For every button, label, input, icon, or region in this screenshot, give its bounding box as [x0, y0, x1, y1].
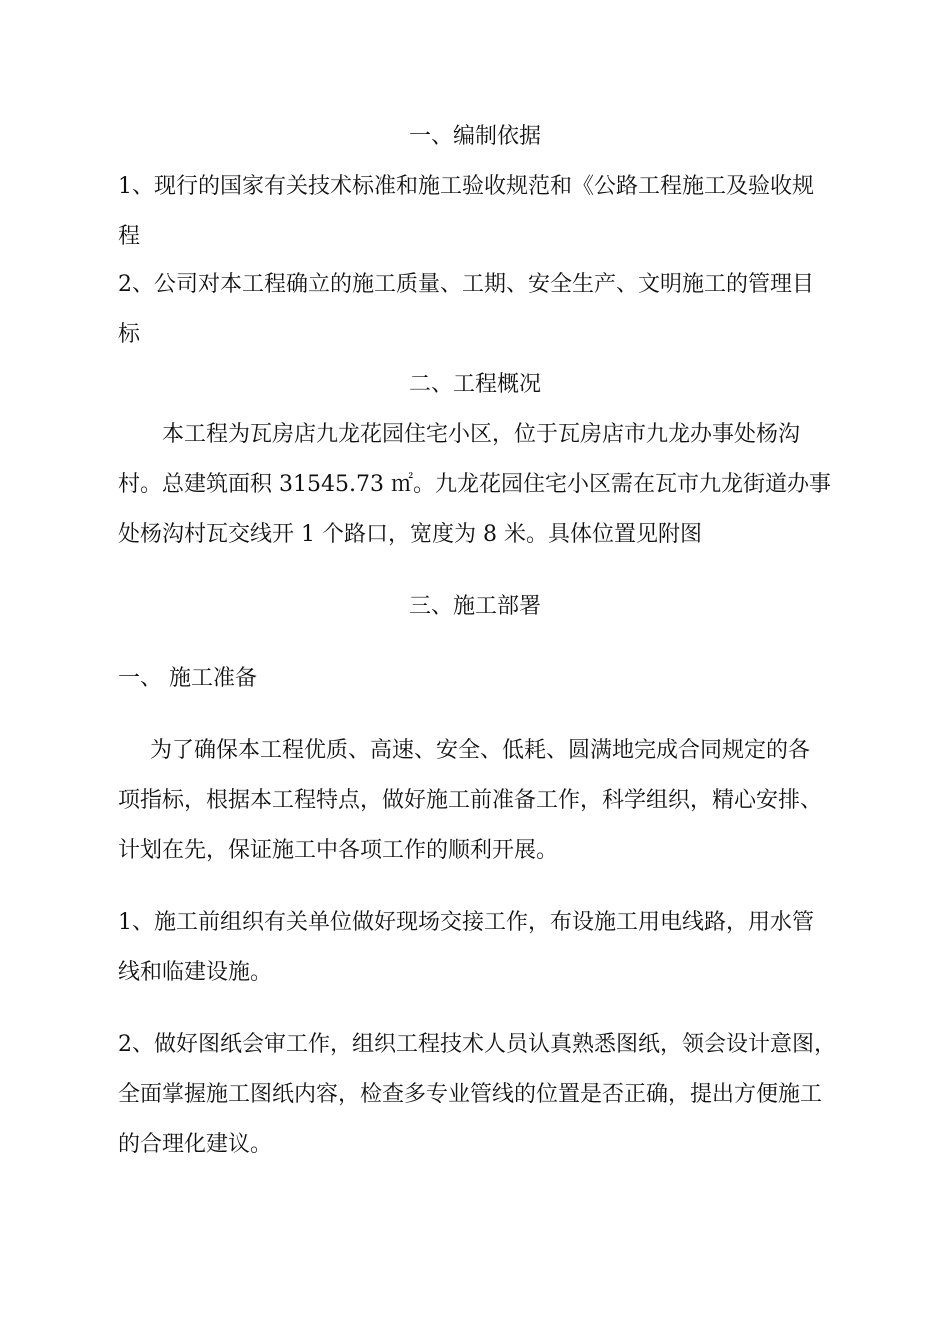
basis-item-2-line-1: 2、公司对本工程确立的施工质量、工期、安全生产、文明施工的管理目 — [118, 272, 814, 297]
section-heading-basis: 一、编制依据 — [408, 124, 541, 149]
preparation-line-2: 项指标，根据本工程特点，做好施工前准备工作，科学组织，精心安排、 — [118, 788, 823, 813]
basis-item-2-line-2: 标 — [118, 322, 141, 347]
section-heading-overview: 二、工程概况 — [408, 372, 541, 397]
basis-item-1-line-1: 1、现行的国家有关技术标准和施工验收规范和《公路工程施工及验收规 — [118, 174, 814, 199]
preparation-line-3: 计划在先，保证施工中各项工作的顺利开展。 — [118, 838, 559, 863]
preparation-item-2-line-1: 2、做好图纸会审工作，组织工程技术人员认真熟悉图纸，领会设计意图， — [118, 1032, 836, 1057]
section-heading-deployment: 三、施工部署 — [408, 594, 541, 619]
preparation-item-2-line-2: 全面掌握施工图纸内容，检查多专业管线的位置是否正确，提出方便施工 — [118, 1082, 823, 1107]
overview-line-3: 处杨沟村瓦交线开 1 个路口，宽度为 8 米。具体位置见附图 — [118, 522, 702, 547]
basis-item-1-line-2: 程 — [118, 224, 141, 249]
preparation-item-1-line-1: 1、施工前组织有关单位做好现场交接工作，布设施工用电线路，用水管 — [118, 910, 814, 935]
preparation-item-2-line-3: 的合理化建议。 — [118, 1132, 273, 1157]
overview-line-1: 本工程为瓦房店九龙花园住宅小区，位于瓦房店市九龙办事处杨沟 — [162, 422, 801, 447]
subsection-heading-preparation: 一、 施工准备 — [118, 666, 257, 691]
preparation-line-1: 为了确保本工程优质、高速、安全、低耗、圆满地完成合同规定的各 — [150, 738, 811, 763]
overview-line-2: 村。总建筑面积 31545.73 ㎡。九龙花园住宅小区需在瓦市九龙街道办事 — [118, 472, 831, 497]
preparation-item-1-line-2: 线和临建设施。 — [118, 960, 273, 985]
